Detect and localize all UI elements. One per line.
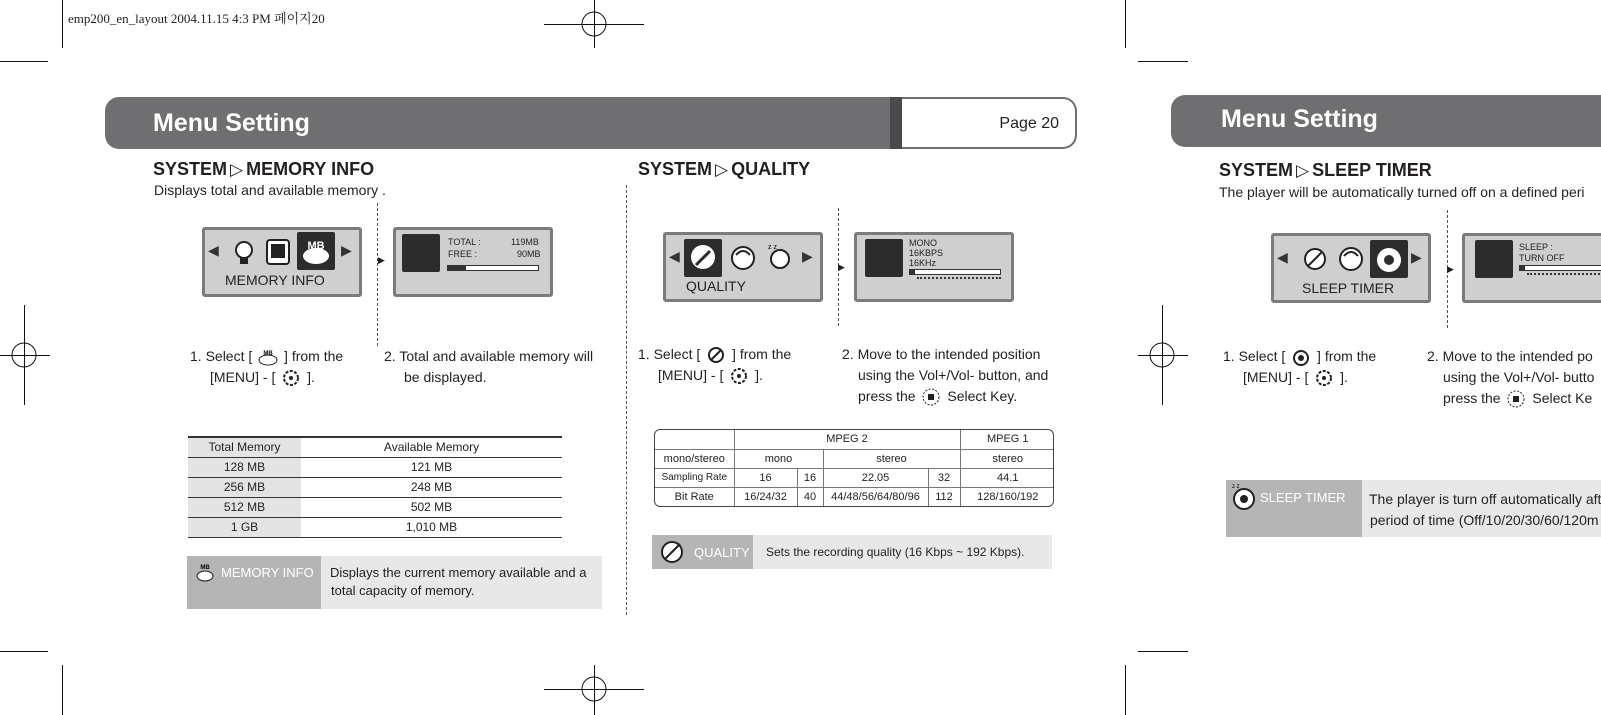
print-header: emp200_en_layout 2004.11.15 4:3 PM 페이지20 [68, 11, 325, 26]
sleep-icon [1289, 348, 1313, 366]
table-row: Sampling Rate 16 16 22.05 32 44.1 [655, 468, 1054, 487]
right-page-header-bar [1171, 95, 1601, 147]
quality-section-title: SYSTEM ▷ QUALITY [638, 159, 811, 179]
svg-text:z z: z z [768, 244, 777, 251]
table-row: mono/stereo mono stereo stereo [655, 449, 1054, 468]
memory-step-1: 1. Select [ MB ] from the [MENU] - [ ]. [190, 346, 375, 388]
sleep-icon [1475, 240, 1513, 278]
face-icon [1336, 244, 1366, 274]
memory-table [188, 436, 562, 538]
quality-icon [1300, 244, 1330, 274]
memory-info-lcd: TOTAL : 119MB FREE : 90MB [393, 227, 553, 297]
gear-icon [279, 369, 303, 387]
svg-text:MB: MB [200, 565, 210, 571]
table-row: Total Memory Available Memory [188, 437, 562, 457]
slider-ticks [917, 276, 1001, 279]
quality-icon-selected [684, 239, 722, 277]
quality-menu-lcd [663, 232, 823, 302]
svg-text:z z: z z [1232, 484, 1240, 490]
quality-step-2: 2. Move to the intended position using the Vol+/Vol- button, and press the Select Key. [842, 344, 1072, 407]
header-divider [890, 97, 902, 149]
quality-step-1: 1. Select [ ] from the [MENU] - [ ]. [638, 344, 828, 386]
memory-section-title: SYSTEM ▷ MEMORY INFO [153, 159, 375, 179]
sleep-icon-selected [1370, 240, 1408, 278]
table-row: Bit Rate 16/24/32 40 44/48/56/64/80/96 112 128/160/192 [655, 487, 1054, 506]
memory-usage-bar [447, 265, 539, 271]
sleep-icon [764, 241, 794, 271]
lcd-caption: QUALITY [686, 278, 746, 294]
arrow-right-icon: ▶ [1411, 249, 1422, 265]
page-number-box [902, 97, 1077, 149]
mb-icon [256, 348, 280, 366]
memory-icon-selected [297, 232, 335, 270]
sleep-step-2: 2. Move to the intended po using the Vol+/Vol- butto press the Select Ke [1427, 346, 1601, 409]
quality-icon [865, 239, 903, 277]
sleep-section-title: SYSTEM ▷ SLEEP TIMER [1219, 160, 1432, 180]
table-row: 1 GB 1,010 MB [188, 517, 562, 537]
arrow-left-icon: ◀ [669, 248, 680, 264]
svg-text:MB: MB [263, 351, 273, 358]
quality-icon [658, 538, 688, 566]
page-header-bar [105, 97, 890, 149]
sleep-note: z z SLEEP TIMER The player is turn off automatically aft period of time (Off/10/20/30/60/120m [1226, 480, 1601, 537]
page-title: Menu Setting [153, 109, 310, 137]
arrow-left-icon: ◀ [208, 242, 219, 258]
memory-menu-lcd [202, 227, 362, 297]
lcd-caption: MEMORY INFO [225, 272, 325, 288]
page-number: Page 20 [999, 115, 1059, 132]
quality-icon [704, 346, 728, 364]
sleep-menu-lcd [1271, 233, 1431, 303]
quality-note: QUALITY Sets the recording quality (16 Kbps ~ 192 Kbps). [652, 535, 1052, 569]
table-row: 128 MB 121 MB [188, 457, 562, 477]
memory-description: Displays total and available memory . [154, 182, 386, 198]
memory-note: MB MEMORY INFO Displays the current memory available and a total capacity of memory. [187, 556, 602, 609]
quality-setting-lcd: MONO 16KBPS 16KHz [854, 232, 1014, 302]
mb-icon-label: MB [307, 240, 325, 252]
memory-step-2: 2. Total and available memory will be displayed. [384, 348, 594, 385]
memory-icon [402, 234, 440, 272]
sleep-icon [1230, 482, 1258, 512]
select-key-icon [1504, 390, 1528, 408]
mb-icon [195, 561, 215, 583]
right-page-title: Menu Setting [1221, 105, 1378, 133]
table-row: 512 MB 502 MB [188, 497, 562, 517]
quality-slider [909, 269, 1001, 275]
slider-ticks [1527, 272, 1601, 275]
column-divider [626, 185, 627, 615]
display-icon [263, 237, 293, 267]
arrow-right-icon: ▶ [838, 262, 845, 272]
select-key-icon [919, 388, 943, 406]
arrow-right-icon: ▶ [378, 255, 385, 265]
arrow-right-icon: ▶ [802, 248, 813, 264]
lcd-caption: SLEEP TIMER [1302, 280, 1395, 296]
sleep-setting-lcd: SLEEP : TURN OFF [1462, 233, 1601, 303]
sleep-slider [1519, 265, 1601, 271]
table-row: MPEG 2 MPEG 1 [655, 430, 1054, 449]
face-icon [728, 243, 758, 273]
gear-icon [727, 367, 751, 385]
table-row: 256 MB 248 MB [188, 477, 562, 497]
arrow-right-icon: ▶ [1447, 264, 1454, 274]
arrow-left-icon: ◀ [1277, 249, 1288, 265]
sleep-step-1: 1. Select [ ] from the [MENU] - [ ]. [1223, 346, 1413, 388]
bulb-icon [229, 238, 259, 268]
arrow-right-icon: ▶ [341, 242, 352, 258]
quality-table [654, 429, 1054, 507]
gear-icon [1312, 369, 1336, 387]
sleep-description: The player will be automatically turned off on a defined peri [1219, 184, 1585, 200]
divider [377, 203, 378, 346]
